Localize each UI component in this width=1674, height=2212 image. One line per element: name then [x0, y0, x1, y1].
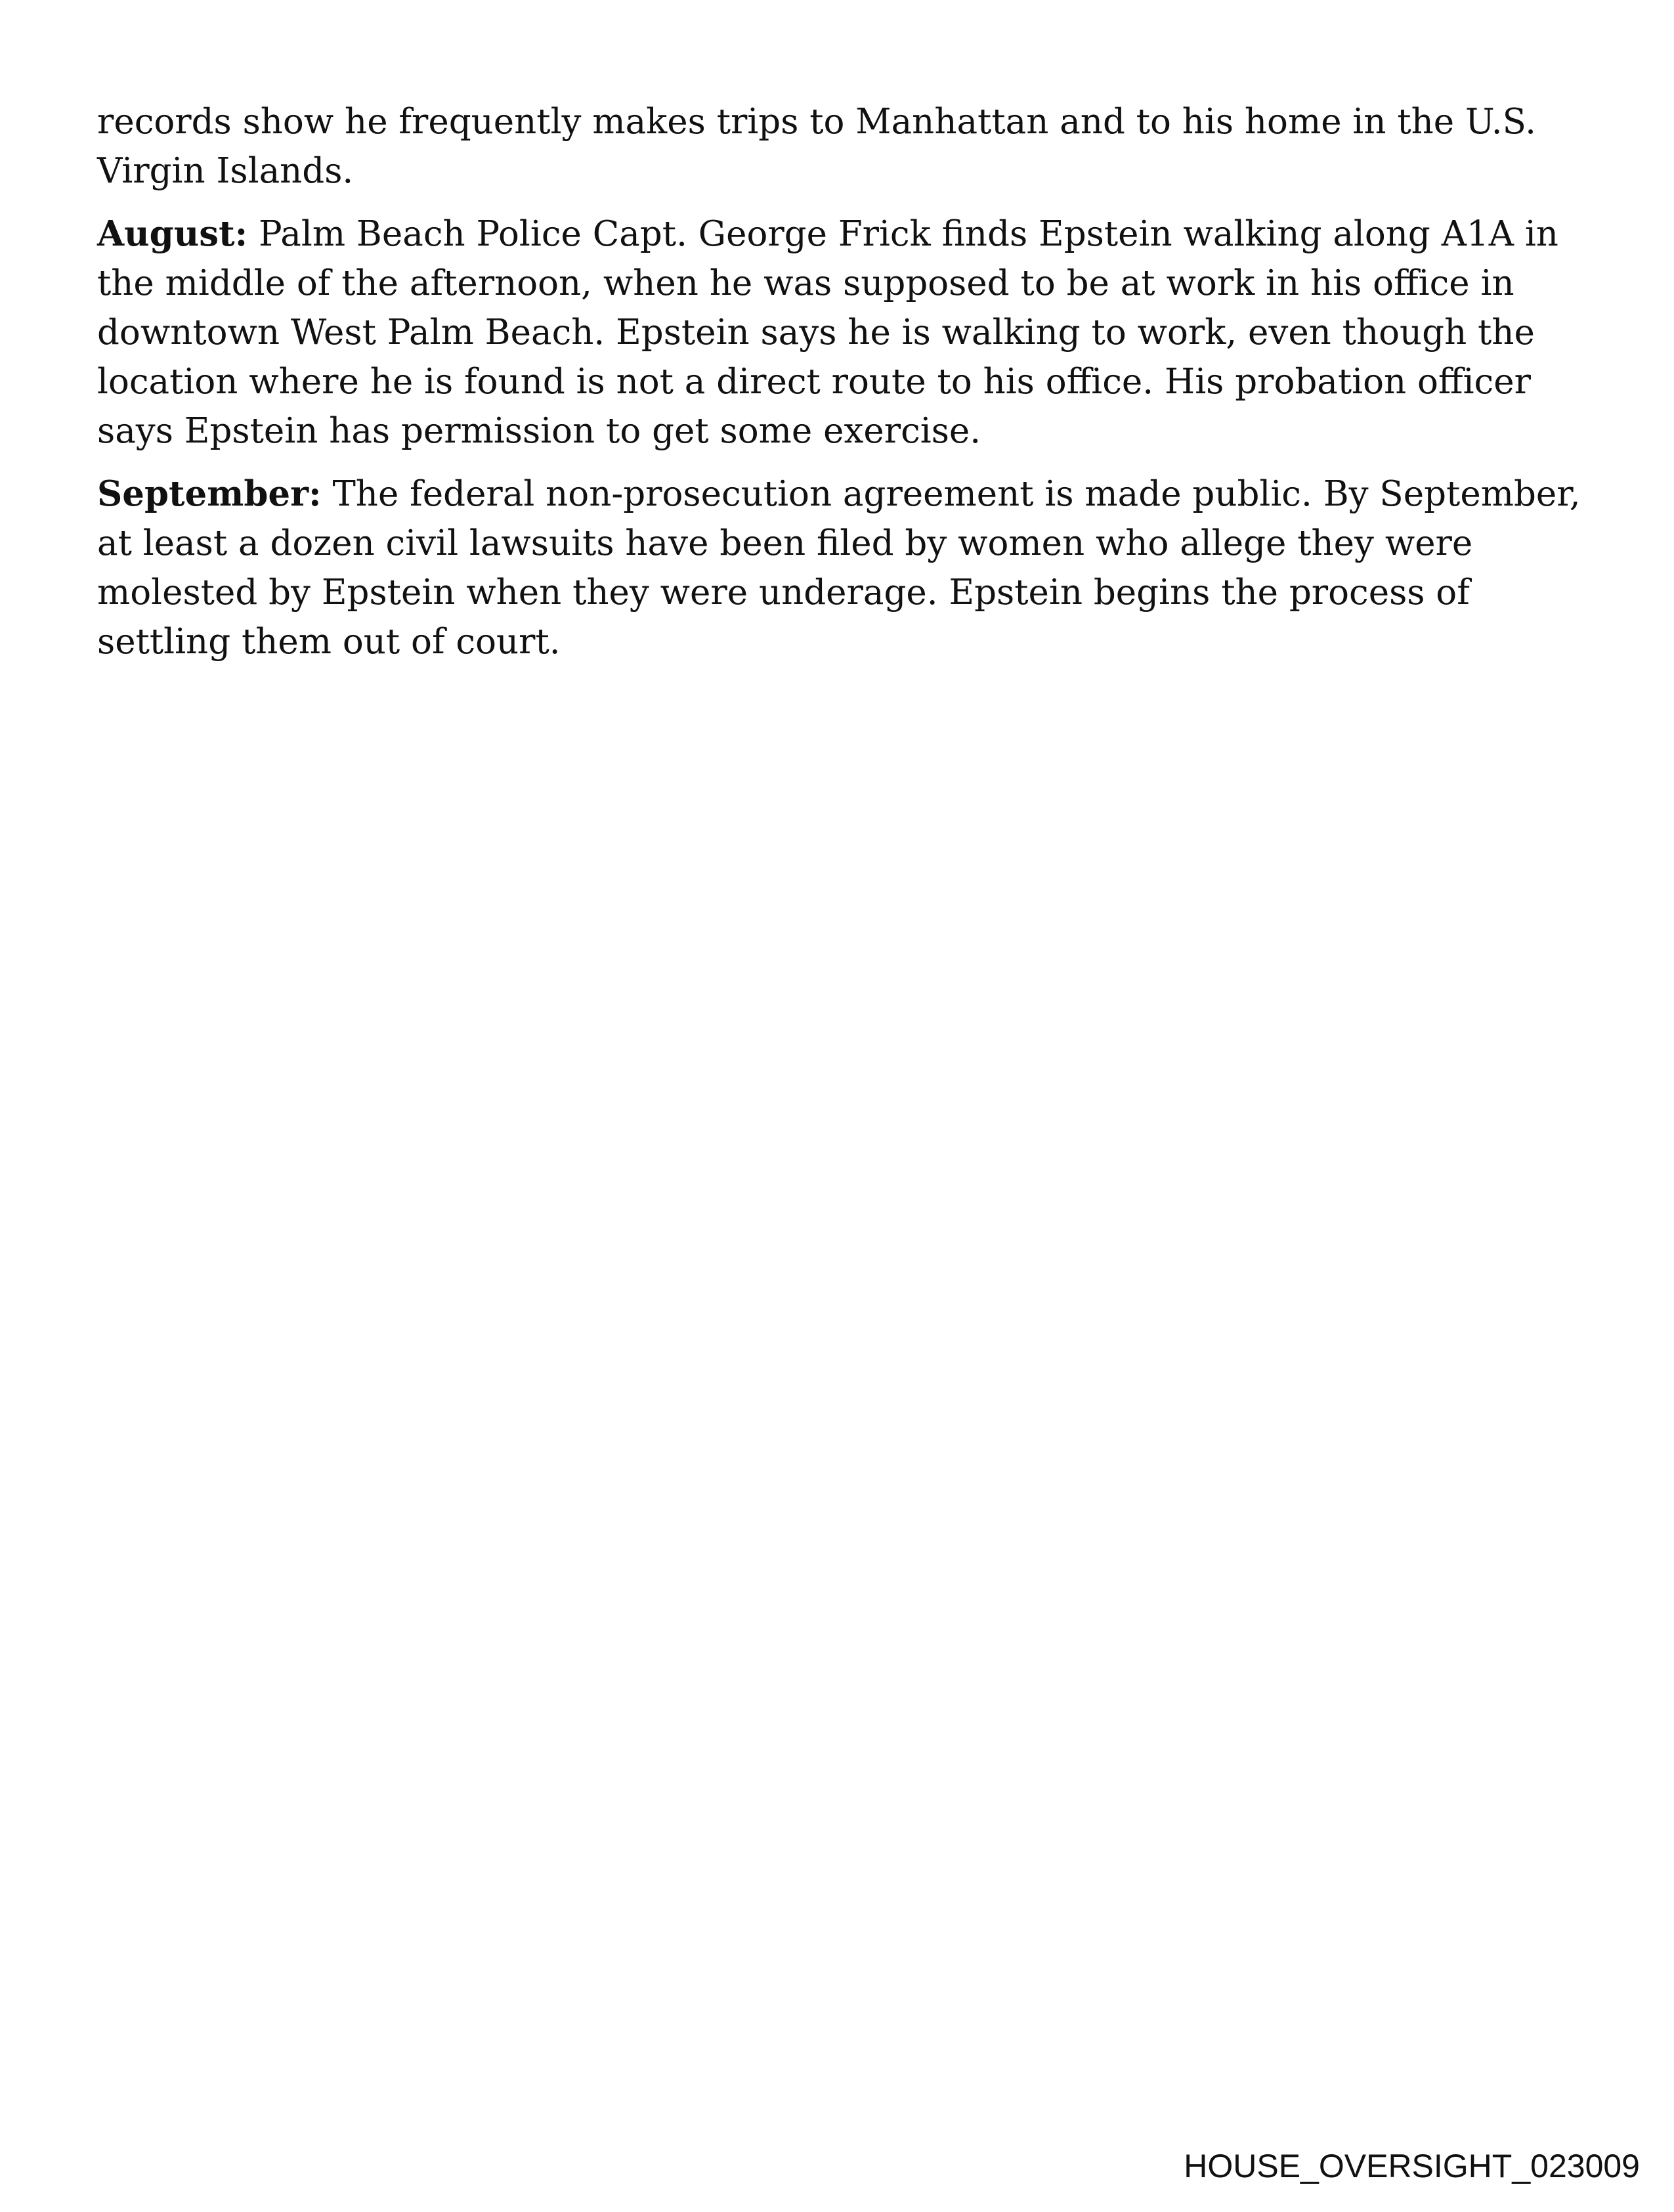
paragraph-september	[97, 469, 1581, 666]
paragraph-text: The federal non-prosecution agreement is made public. By September, at least a dozen civil lawsuits have been filed by women who allege they were molested by Epstein when they were underage. Epstein begins the process of settling them out of court.	[97, 474, 1581, 662]
bates-footer: HOUSE_OVERSIGHT_023009	[1184, 2148, 1640, 2184]
paragraph-august	[97, 209, 1581, 456]
paragraph-text: Palm Beach Police Capt. George Frick finds Epstein walking along A1A in the middle of the afternoon, when he was supposed to be at work in his office in downtown West Palm Beach. Epstein says he is walking to work, even though the location where he is found is not a direct route to his office. His probation officer says Epstein has permission to get some exercise.	[97, 214, 1558, 451]
paragraph-text: records show he frequently makes trips to Manhattan and to his home in the U.S. Virgin Islands.	[97, 102, 1536, 191]
document-body	[97, 97, 1581, 680]
month-label-september: September:	[97, 473, 322, 514]
paragraph-continuation	[97, 97, 1581, 196]
month-label-august: August:	[97, 213, 248, 254]
